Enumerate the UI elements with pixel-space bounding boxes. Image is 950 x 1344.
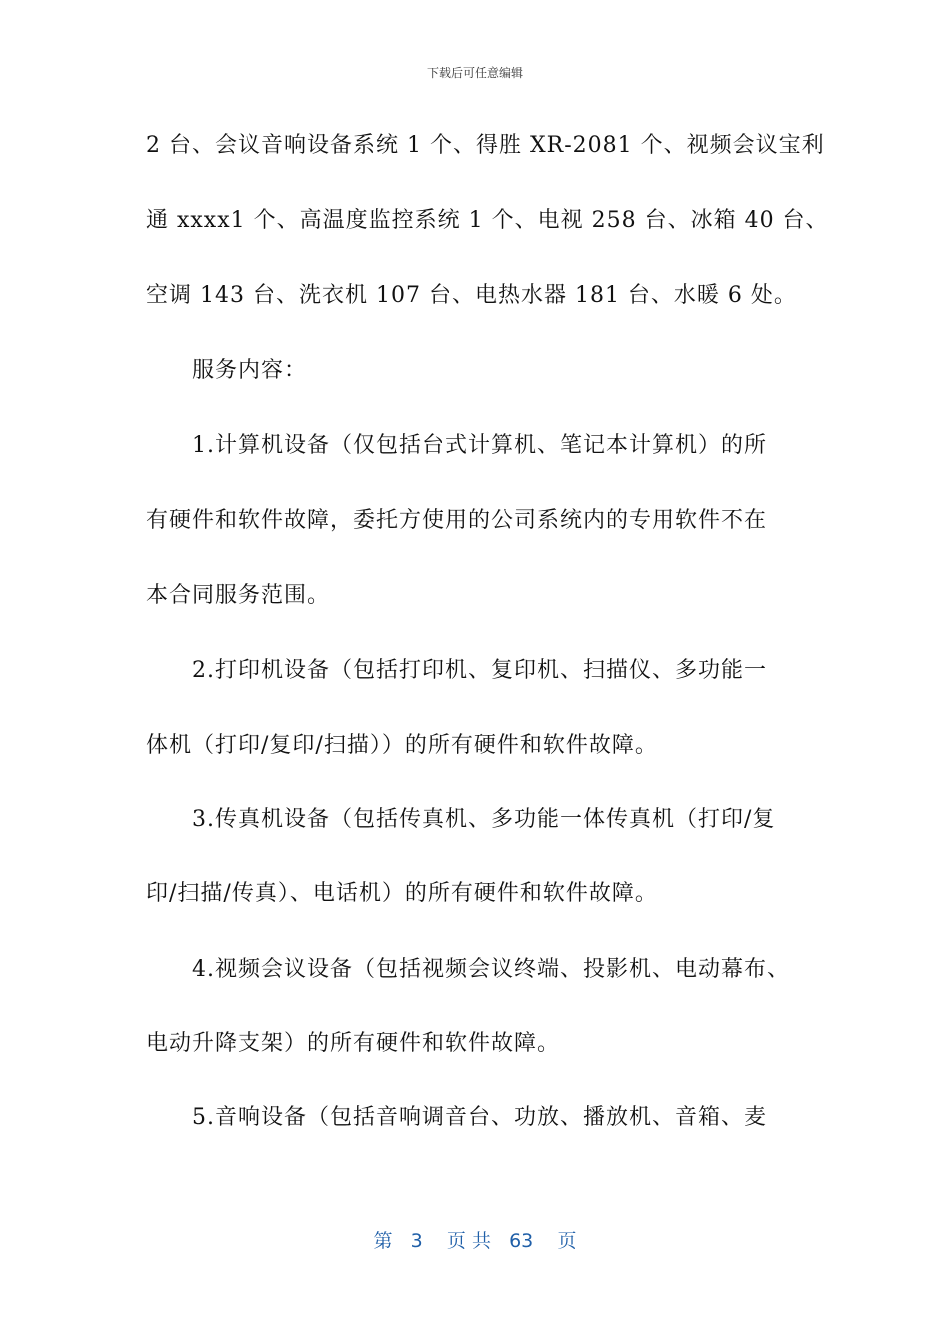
total-page-count: 63: [509, 1230, 534, 1252]
footer-prefix: 第: [373, 1230, 393, 1252]
text-line-13: 电动升降支架）的所有硬件和软件故障。: [146, 1031, 561, 1056]
text-line-12: 4.视频会议设备（包括视频会议终端、投影机、电动幕布、: [192, 957, 790, 982]
text-line-6: 有硬件和软件故障，委托方使用的公司系统内的专用软件不在: [146, 508, 768, 533]
text-line-9: 体机（打印/复印/扫描））的所有硬件和软件故障。: [146, 733, 658, 758]
current-page-number: 3: [410, 1230, 423, 1252]
text-line-10: 3.传真机设备（包括传真机、多功能一体传真机（打印/复: [192, 807, 776, 832]
section-heading-service: 服务内容：: [192, 358, 308, 383]
text-line-2: 通 xxxx1 个、高温度监控系统 1 个、电视 258 台、冰箱 40 台、: [146, 208, 829, 233]
text-line-11: 印/扫描/传真）、电话机）的所有硬件和软件故障。: [146, 881, 658, 906]
text-line-7: 本合同服务范围。: [146, 583, 331, 608]
text-line-8: 2.打印机设备（包括打印机、复印机、扫描仪、多功能一: [192, 658, 767, 683]
page-number-footer: [0, 1226, 950, 1253]
footer-middle: 页 共: [446, 1230, 491, 1252]
footer-suffix: 页: [557, 1230, 577, 1252]
text-line-3: 空调 143 台、洗衣机 107 台、电热水器 181 台、水暖 6 处。: [146, 283, 797, 308]
header-note: 下载后可任意编辑: [426, 66, 523, 80]
text-line-1: 2 台、会议音响设备系统 1 个、得胜 XR-2081 个、视频会议宝利: [146, 133, 825, 158]
text-line-5: 1.计算机设备（仅包括台式计算机、笔记本计算机）的所: [192, 433, 767, 458]
text-line-14: 5.音响设备（包括音响调音台、功放、播放机、音箱、麦: [192, 1105, 767, 1130]
